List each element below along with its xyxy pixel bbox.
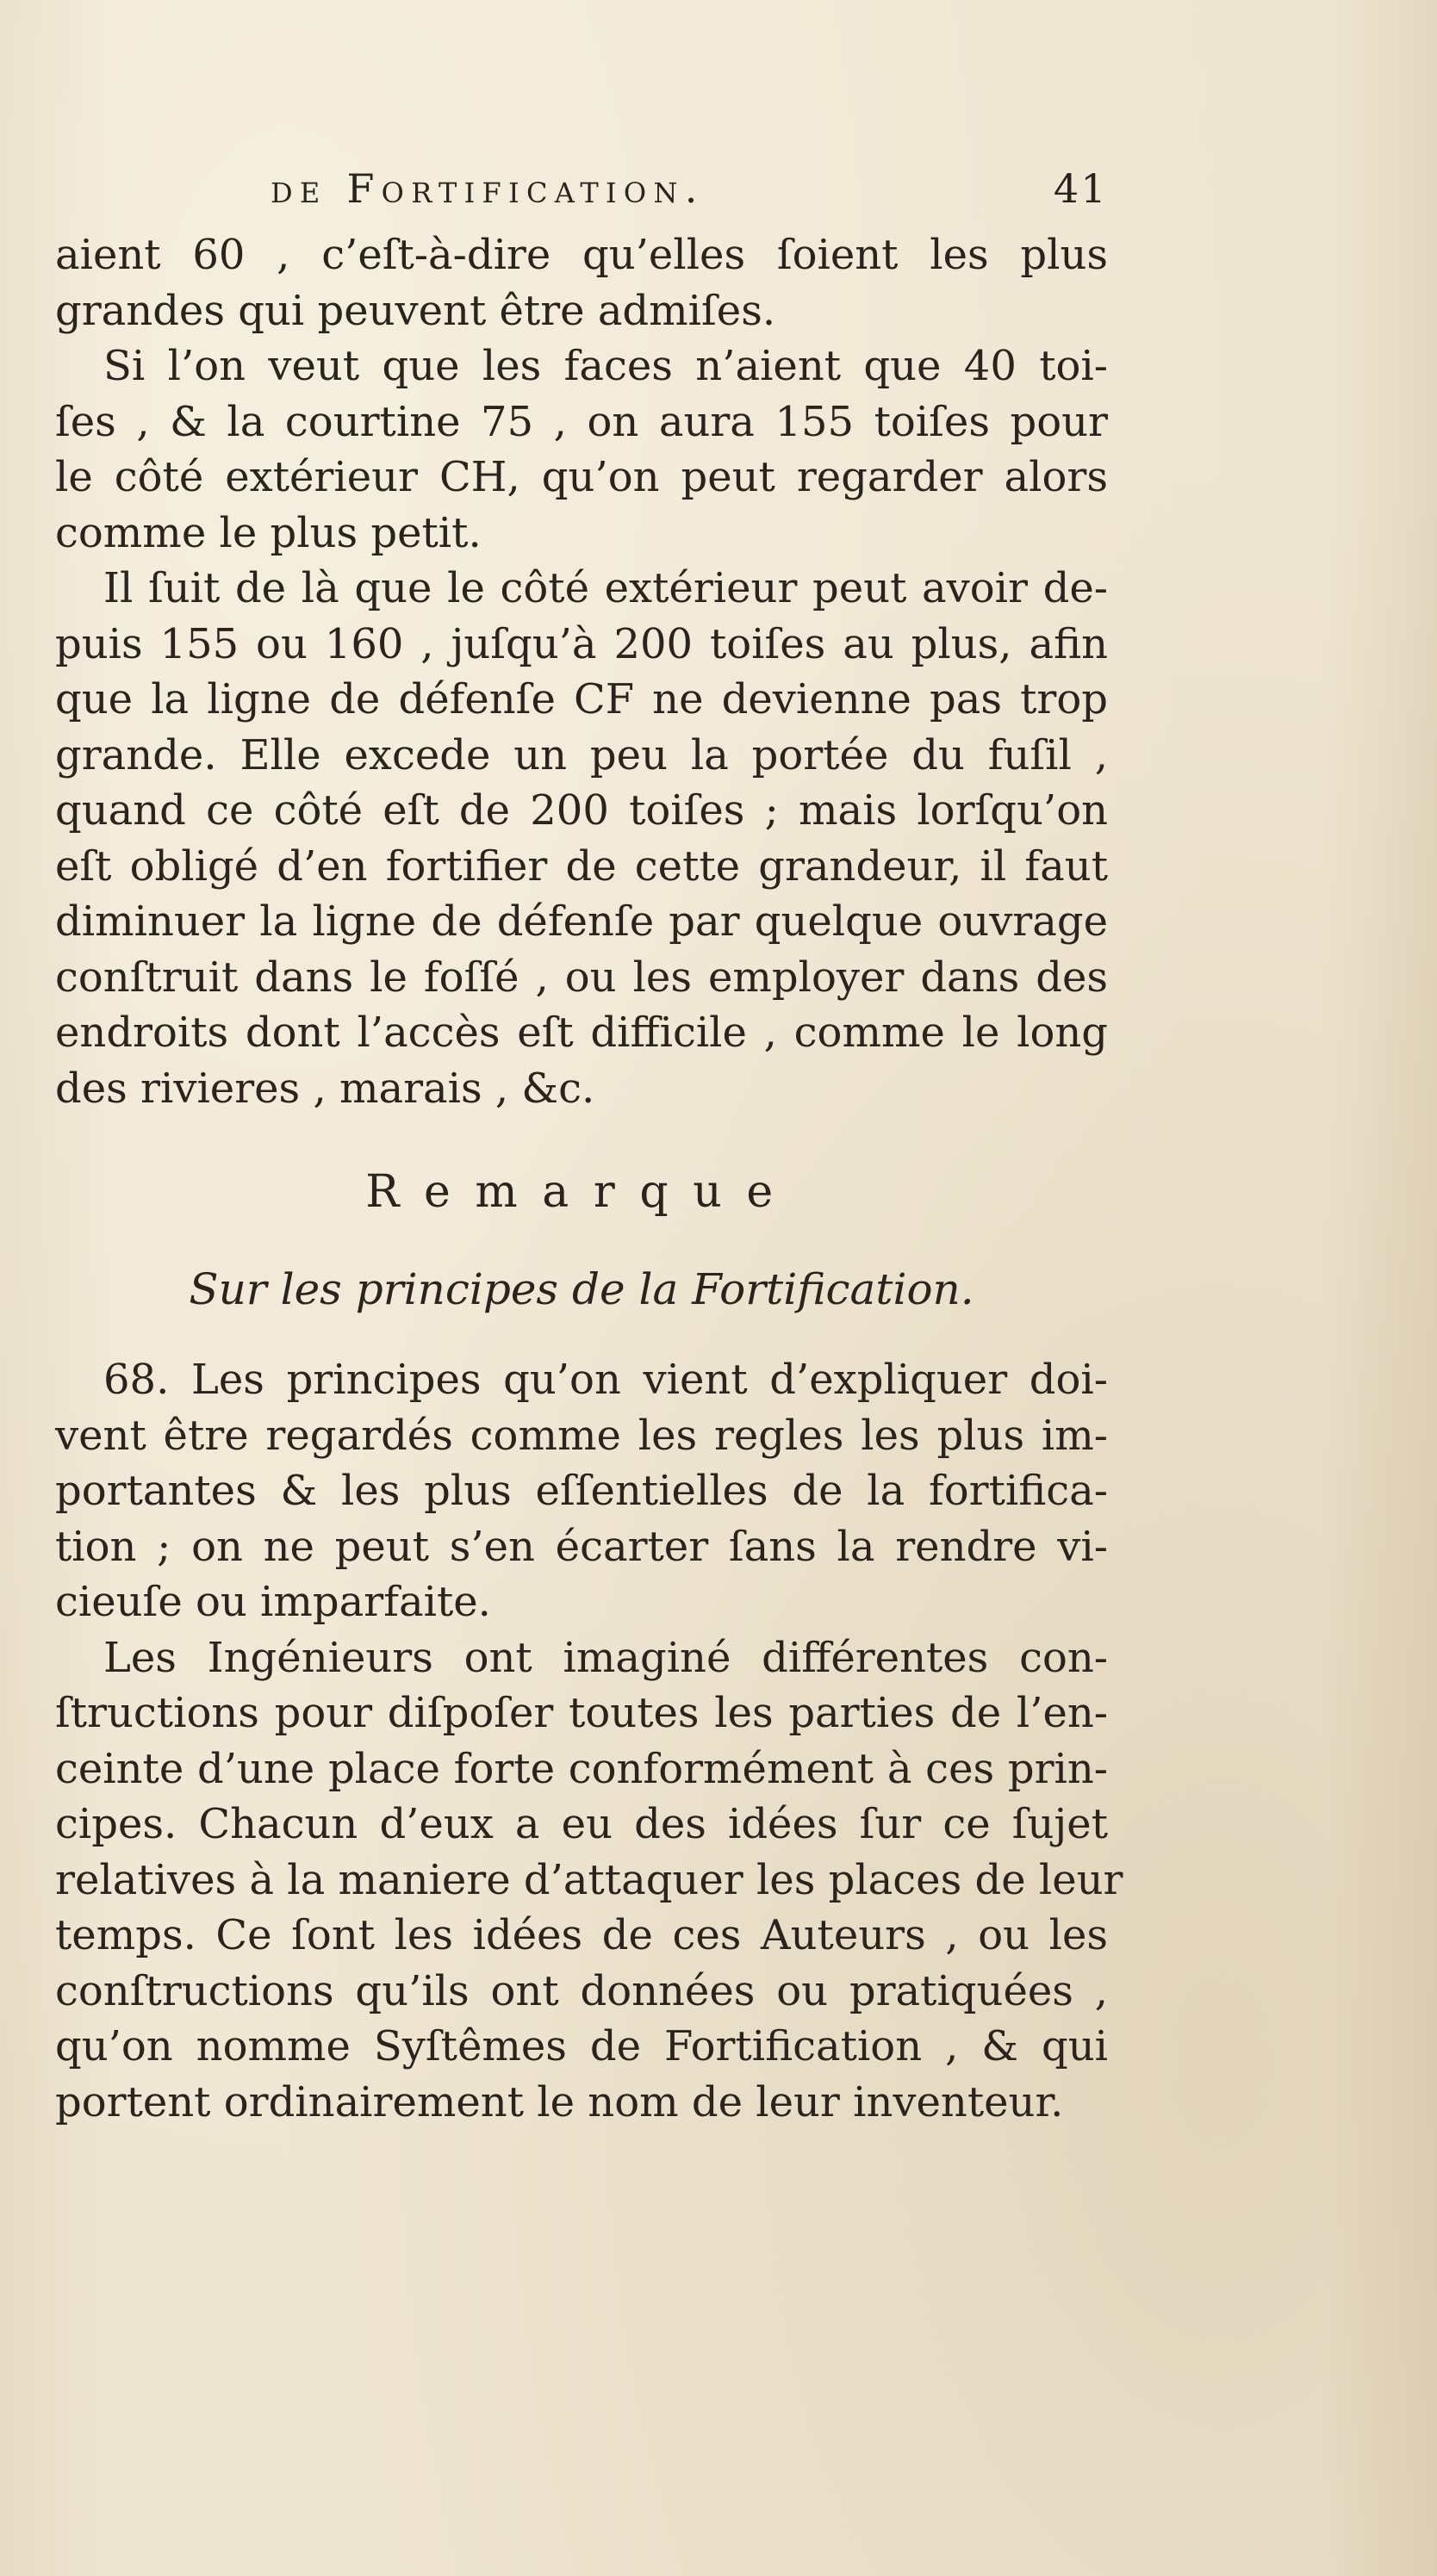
running-title: de Fortification. <box>271 165 705 212</box>
paragraph-3 <box>55 561 1108 1116</box>
text-line: vent être regardés comme les regles les plus im- <box>55 1411 1108 1460</box>
text-line: temps. Ce ſont les idées de ces Auteurs , ou les <box>55 1911 1108 1959</box>
text-line: Les Ingénieurs ont imaginé différentes con- <box>103 1633 1108 1682</box>
text-line: grande. Elle excede un peu la portée du fuſil , <box>55 730 1108 779</box>
running-head <box>55 165 1108 227</box>
text-line: 68. Les principes qu’on vient d’expliquer doi- <box>103 1356 1108 1404</box>
text-line: puis 155 ou 160 , juſqu’à 200 toiſes au plus, afin <box>55 619 1108 668</box>
text-line: cipes. Chacun d’eux a eu des idées ſur ce ſujet <box>55 1800 1108 1848</box>
text-line: relatives à la maniere d’attaquer les places de leur <box>55 1855 1123 1904</box>
text-line: Si l’on veut que les faces n’aient que 40 toi- <box>103 342 1108 390</box>
text-line: aient 60 , c’eſt-à-dire qu’elles ſoient les plus <box>55 231 1108 279</box>
text-line: endroits dont l’accès eſt difficile , comme le long <box>55 1009 1108 1057</box>
text-line: diminuer la ligne de défenſe par quelque ouvrage <box>55 897 1108 946</box>
paragraph-5 <box>55 1630 1123 2131</box>
text-line: tion ; on ne peut s’en écarter ſans la rendre vi- <box>55 1522 1108 1571</box>
paragraph-1 <box>55 227 1108 338</box>
text-line: cieuſe ou imparfaite. <box>55 1578 491 1626</box>
text-line: Il ſuit de là que le côté extérieur peut avoir de- <box>103 564 1108 612</box>
paragraph-4 <box>55 1352 1108 1630</box>
text-line: ſtructions pour diſpoſer toutes les parties de l’en- <box>55 1689 1108 1737</box>
text-line: eſt obligé d’en fortifier de cette grandeur, il faut <box>55 841 1108 891</box>
text-line: grandes qui peuvent être admiſes. <box>55 286 776 335</box>
text-line: comme le plus petit. <box>55 508 482 557</box>
page-number: 41 <box>1053 165 1108 212</box>
section-heading: Remarque <box>365 1166 798 1218</box>
section-subheading: Sur les principes de la Fortification. <box>189 1264 974 1314</box>
text-block <box>55 165 1123 2130</box>
paragraph-2 <box>55 338 1108 561</box>
text-line: des rivieres , marais , &c. <box>55 1064 595 1113</box>
text-line: portantes & les plus eſſentielles de la fortifica- <box>55 1467 1108 1515</box>
text-line: le côté extérieur CH, qu’on peut regarder alors <box>55 453 1108 501</box>
text-line: ceinte d’une place forte conformément à ces prin- <box>55 1744 1108 1793</box>
text-line: que la ligne de défenſe CF ne devienne pas trop <box>55 675 1108 723</box>
text-line: qu’on nomme Syſtêmes de Fortification , & qui <box>55 2022 1108 2070</box>
text-line: quand ce côté eſt de 200 toiſes ; mais lorſqu’on <box>55 786 1108 835</box>
text-line: ſes , & la courtine 75 , on aura 155 toiſes pour <box>55 397 1108 446</box>
text-line: portent ordinairement le nom de leur inventeur. <box>55 2077 1064 2126</box>
text-line: conſtruit dans le foſſé , ou les employer dans des <box>55 953 1108 1002</box>
text-line: conſtructions qu’ils ont données ou pratiquées , <box>55 1966 1108 2015</box>
